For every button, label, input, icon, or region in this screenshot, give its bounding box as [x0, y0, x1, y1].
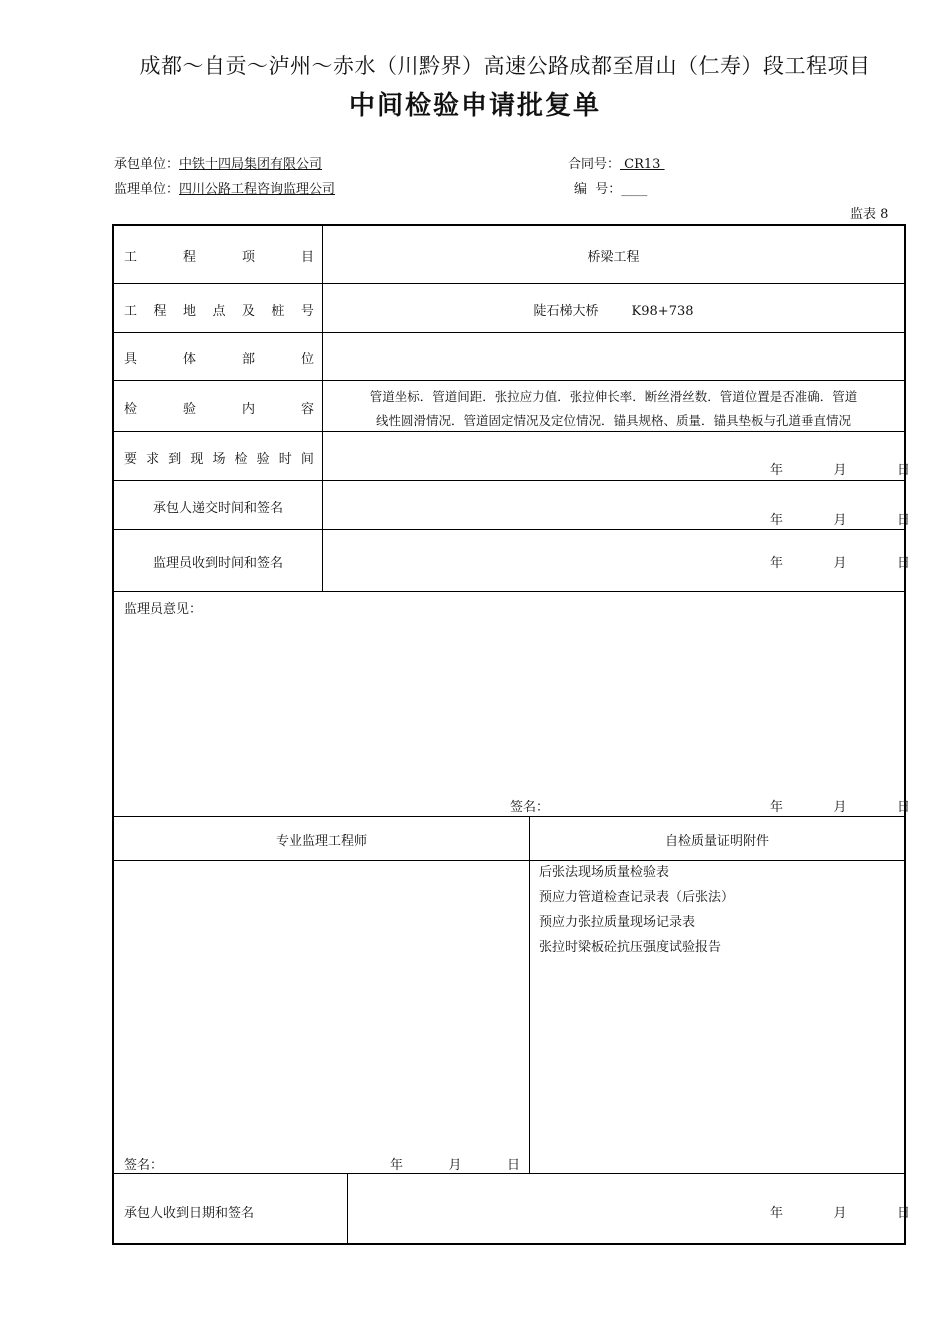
contractor-value: 中铁十四局集团有限公司 [179, 157, 323, 172]
submit-date[interactable]: 年 月 日 [770, 513, 910, 528]
attachments-list [539, 860, 734, 960]
supervisor-value: 四川公路工程咨询监理公司 [179, 182, 336, 197]
submit-label: 承包人递交时间和签名 [152, 501, 283, 516]
form-table [112, 224, 910, 1245]
footer-date[interactable]: 年 月 日 [770, 1206, 910, 1221]
serial-no-line [574, 178, 647, 197]
footer-label: 承包人收到日期和签名 [124, 1206, 255, 1221]
serial-no-label: 编 号： [574, 182, 622, 197]
content-value-line2: 线性圆滑情况．管道固定情况及定位情况．锚具规格、质量．锚具垫板与孔道垂直情况 [375, 413, 851, 428]
contract-no-label: 合同号： [568, 157, 621, 172]
serial-no-value: ____ [621, 182, 648, 197]
contract-no-value: CR13 [620, 157, 665, 172]
supervisor-line [114, 178, 335, 197]
attachment-item[interactable]: 后张法现场质量检验表 [539, 865, 670, 880]
engineer-date[interactable]: 年 月 日 [390, 1158, 520, 1173]
form-code: 监表 8 [850, 207, 889, 222]
project-title: 成都～自贡～泸州～赤水（川黔界）高速公路成都至眉山（仁寿）段工程项目 [139, 54, 871, 78]
project-item-label: 工 程 项 目 [124, 250, 314, 265]
engineer-header: 专业监理工程师 [275, 834, 367, 849]
engineer-sign-label[interactable]: 签名： [124, 1158, 164, 1173]
position-label: 具 体 部 位 [124, 352, 314, 367]
contractor-line [114, 153, 322, 172]
attachment-item[interactable]: 预应力张拉质量现场记录表 [539, 915, 696, 930]
received-label: 监理员收到时间和签名 [152, 556, 283, 571]
content-value[interactable] [323, 385, 904, 433]
opinion-sign-label[interactable]: 签名： [510, 800, 550, 815]
contractor-label: 承包单位： [114, 157, 180, 172]
form-title: 中间检验申请批复单 [348, 91, 601, 121]
opinion-date[interactable]: 年 月 日 [770, 800, 910, 815]
location-value[interactable]: 陡石梯大桥 K98+738 [533, 304, 694, 319]
contract-no-line [568, 153, 665, 172]
required-time-label: 要 求 到 现 场 检 验 时 间 [124, 452, 314, 467]
content-value-line1: 管道坐标．管道间距．张拉应力值．张拉伸长率．断丝滑丝数．管道位置是否准确．管道 [369, 389, 858, 404]
supervisor-label: 监理单位： [114, 182, 180, 197]
content-label: 检 验 内 容 [124, 402, 314, 417]
attachments-header: 自检质量证明附件 [664, 834, 769, 849]
received-date[interactable]: 年 月 日 [770, 556, 910, 571]
required-time-date[interactable]: 年 月 日 [770, 463, 910, 478]
attachment-item[interactable]: 预应力管道检查记录表（后张法） [539, 890, 735, 905]
opinion-label: 监理员意见： [124, 602, 203, 617]
project-item-value[interactable]: 桥梁工程 [587, 250, 640, 265]
location-label: 工 程 地 点 及 桩 号 [124, 304, 314, 319]
attachment-item[interactable]: 张拉时梁板砼抗压强度试验报告 [539, 940, 722, 955]
